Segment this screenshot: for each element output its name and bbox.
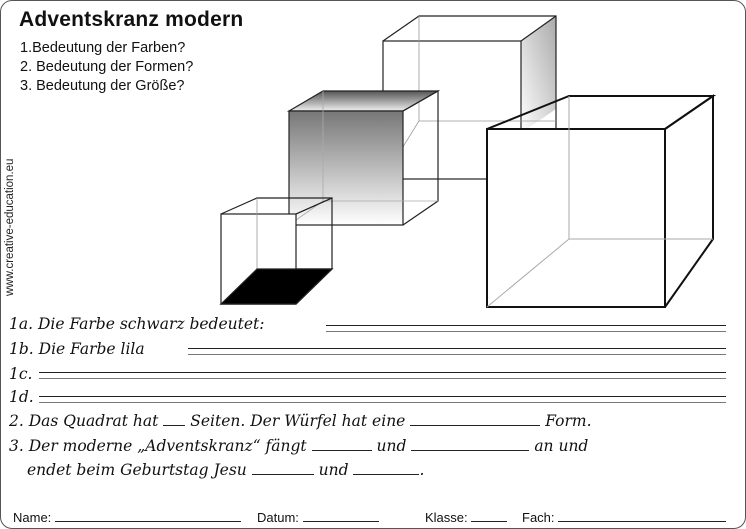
answer-guide <box>39 378 726 379</box>
line-2-part3: Form. <box>545 412 592 430</box>
answer-guide <box>39 402 726 403</box>
cubes-illustration <box>1 1 746 331</box>
fach-field[interactable] <box>558 509 726 522</box>
line-2-text <box>9 412 592 430</box>
worksheet-title: Adventskranz modern <box>19 8 244 31</box>
question-3: 3. Bedeutung der Größe? <box>20 78 185 94</box>
blank-start-1[interactable] <box>312 438 372 451</box>
line-1d-label: 1d. <box>9 388 34 406</box>
line-1a-label: 1a. Die Farbe schwarz bedeutet: <box>9 315 265 333</box>
line-4-part3: . <box>419 461 425 479</box>
name-field[interactable] <box>55 509 241 522</box>
blank-start-2[interactable] <box>411 438 529 451</box>
line-3-part2: und <box>376 437 407 455</box>
datum-label: Datum: <box>257 510 299 525</box>
blank-end-1[interactable] <box>252 462 314 475</box>
question-2: 2. Bedeutung der Formen? <box>20 59 194 75</box>
datum-field[interactable] <box>303 509 379 522</box>
line-4-part1: endet beim Geburtstag Jesu <box>27 461 247 479</box>
answer-line-1c[interactable] <box>39 372 726 373</box>
line-3-text <box>9 437 588 455</box>
footer-datum <box>257 509 379 525</box>
answer-line-1b[interactable] <box>188 348 726 349</box>
line-1c-label: 1c. <box>9 365 33 383</box>
line-4-part2: und <box>318 461 349 479</box>
klasse-label: Klasse: <box>425 510 468 525</box>
blank-form[interactable] <box>410 413 540 426</box>
name-label: Name: <box>13 510 52 525</box>
blank-sides[interactable] <box>163 413 185 426</box>
line-4-text <box>27 461 424 479</box>
line-2-part2: Seiten. Der Würfel hat eine <box>190 412 406 430</box>
footer-name <box>13 509 241 525</box>
klasse-field[interactable] <box>471 509 507 522</box>
footer-fach <box>522 509 726 525</box>
answer-line-1d[interactable] <box>39 396 726 397</box>
line-1b-label: 1b. Die Farbe lila <box>9 340 145 358</box>
answer-guide <box>188 354 726 355</box>
footer-klasse <box>425 509 507 525</box>
website-credit: www.creative-education.eu <box>4 158 16 296</box>
fach-label: Fach: <box>522 510 555 525</box>
blank-end-2[interactable] <box>353 462 419 475</box>
line-2-part1: 2. Das Quadrat hat <box>9 412 159 430</box>
cube-shaded <box>289 91 438 225</box>
line-3-part3: an und <box>534 437 589 455</box>
answer-line-1a[interactable] <box>326 325 726 326</box>
line-3-part1: 3. Der moderne „Adventskranz“ fängt <box>9 437 307 455</box>
question-1: 1.Bedeutung der Farben? <box>20 40 186 56</box>
answer-guide <box>326 331 726 332</box>
